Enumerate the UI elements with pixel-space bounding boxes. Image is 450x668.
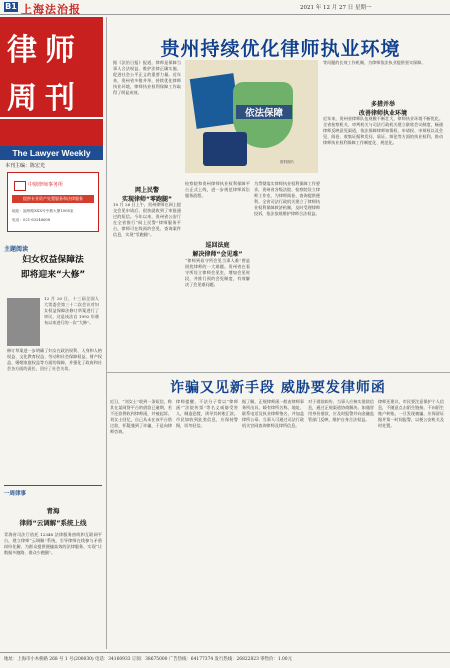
issue-date: 2021 年 12 月 27 日 星期一 (300, 5, 372, 11)
bottom-body-3: 据了解，正规律师函一般由律师事务所出具，载有律所名称、地址、联系电话及执业律师签名，并加盖律所公章。当事人可通过司法行政机关官网查询律师及律所信息。 (242, 399, 304, 429)
photo-credit: 资料图片 (280, 160, 295, 164)
masthead-english: The Lawyer Weekly (12, 148, 91, 158)
main-illustration (185, 60, 318, 173)
ad-line-2: 地址：福州路XXX号中鼎大厦1008室 (12, 209, 74, 213)
briefcase-icon (203, 132, 247, 166)
feature-title-2: 即将迎来“大修” (20, 270, 86, 280)
main-body-1: 据《法治日报》报道，律师是保障当事人合法权益、维护法律正确实施、促进社会公平正义的重要力量。近年来，贵州省多措并举，持续优化律师执业环境，律师执业权利保障工作取得了明显成效。 (113, 60, 181, 96)
page-number: B1 (5, 2, 17, 11)
bottom-body-1: 近日，“刘女士”收到一条短信，称其在某网贷平台的借款已逾期，若不还款将收到律师函，并被起诉。刘女士回忆，自己从未在该平台借过款，怀疑遇到了诈骗，于是向律师咨询。 (110, 399, 172, 435)
law-firm-logo-icon (14, 181, 26, 191)
feature-body-1: 12 月 20 日，十三届全国人大常委会第三十二次会议对妇女权益保障法修订草案进行了审议，这是该法自 1992 年颁布以来进行的一次“大修”。 (44, 296, 99, 326)
masthead-title-2: 周刊 (7, 81, 83, 116)
masthead-panel (0, 17, 103, 155)
feature-tag: 主题阅读 (4, 246, 29, 253)
section-1-title: 网上民警 实现律师“零跑腿” (122, 187, 172, 203)
feature-body-2: 修订草案进一步明确了妇女在政治权利、人身和人格权益、文化教育权益、劳动和社会保障权益、财产权益、婚姻家庭权益等方面的保障，并强化了政府和社会各方面的责任，回应了社会关切。 (7, 348, 102, 372)
ad-line-1: 提供专业资产处置服务和法律服务 (12, 195, 94, 203)
newspaper-name: 上海法治报 (21, 3, 81, 16)
qinghai-title-1: 青海 (46, 507, 60, 515)
bottom-body-4: 对于借款纠纷，当事人应核实借款信息，通过正规渠道协商解决。如遇冒用身份借款，应及时报警并向金融监管部门反映，维护自身合法权益。 (308, 399, 374, 423)
masthead-title-1: 律师 (7, 33, 83, 68)
bottom-headline: 诈骗又见新手段 威胁要发律师函 (170, 380, 386, 396)
ad-box (7, 172, 99, 232)
editor-line: 本刊主编：陈宏光 (5, 163, 46, 169)
bottom-body-2: 律师提醒，不法分子常以“律师函”“法院传票”等名义威胁受害人，制造恐慌，诱导其转账汇款。市民如收到此类信息，应保持警惕，切勿轻信。 (176, 399, 238, 429)
masthead-english-bar (0, 146, 103, 160)
main-body-5: 检察院和贵州律师执业权利保障平台正式上线，进一步规范律师诉讼服务流程。 (185, 181, 250, 199)
ad-phone: 电话：021-63248608 (12, 218, 51, 222)
weekly-tag: 一周律事 (4, 491, 27, 497)
main-body-7: 为贯彻落实律师执业权利保障工作要求，贵州省各级法院、检察院设立律师工作室，为律师阅卷、查询提供便利。全省司法行政机关建立了律师执业权利保障救济机制，及时受理律师投诉，依法依规维护律师合法权益。 (254, 181, 320, 217)
section-3-title: 多措并举 改善律师执业环境 (358, 101, 407, 117)
qinghai-body: 青海省司法厅依托 12348 法律服务热线和互联网平台，建立律师“云调解”系统，引导律师在线参与矛盾纠纷化解，为群众提供便捷高效的法律服务，实现“让数据多跑路、群众少跑腿”。 (4, 532, 102, 556)
author-portrait (7, 298, 40, 346)
main-body-6: “律师到看守所会见当事人难”曾是困扰律师的一大难题。贵州省在看守所设立律师会见室，增加会见时段，并推行预约会见制度，有效解决了会见难问题。 (185, 258, 250, 288)
main-headline: 贵州持续优化律师执业环境 (160, 38, 401, 60)
qinghai-title-2: 律师“云调解”系统上线 (19, 519, 87, 527)
feature-title-block (4, 252, 102, 280)
shield-caption: 依法保障 (236, 105, 292, 119)
bottom-body-5: 律师还建议，市民要注意保护个人信息，不随意点击陌生链接，不向陌生账户转账。一旦发现被骗，应保留证据并第一时间报警，以便公安机关及时处置。 (378, 399, 444, 429)
ad-org: 中鼎律师事务所 (28, 182, 64, 188)
main-body-2: 10 月 26 日上午，贵州律师在网上提交会见申请后，很快就收到了审批通过的短信。今年以来，贵州省公安厅在全省推行“网上民警”律师服务平台，律师可在线预约会见、查询案件信息，实现“零跑腿”。 (113, 202, 181, 238)
footer-info: 地址：上海市小木桥路 268 号 1 号(200030) 电话：34160933 订阅：38675000 广告热线：64177374 发行热线：26822823 零售价：1.00元 (4, 657, 292, 662)
feature-title-1: 妇女权益保障法 (22, 255, 84, 265)
main-body-3: 等问题的长效工作机制，为律师依法执业提供坚实保障。 (323, 60, 426, 65)
section-2-title: 巡回法庭 解决律师“会见难” (192, 242, 243, 258)
main-body-4: 近年来，贵州省律师队伍规模不断壮大，律师执业环境不断优化。全省检察机关、审判机关与司法行政机关建立联席会议制度，畅通律师反映意见渠道，依法保障律师知情权、申请权、申辩权以及会见、阅卷、收集证据和发问、质证、辩论等方面的执业权利，推动律师执业权利保障工作制度化、规范化。 (323, 116, 443, 146)
